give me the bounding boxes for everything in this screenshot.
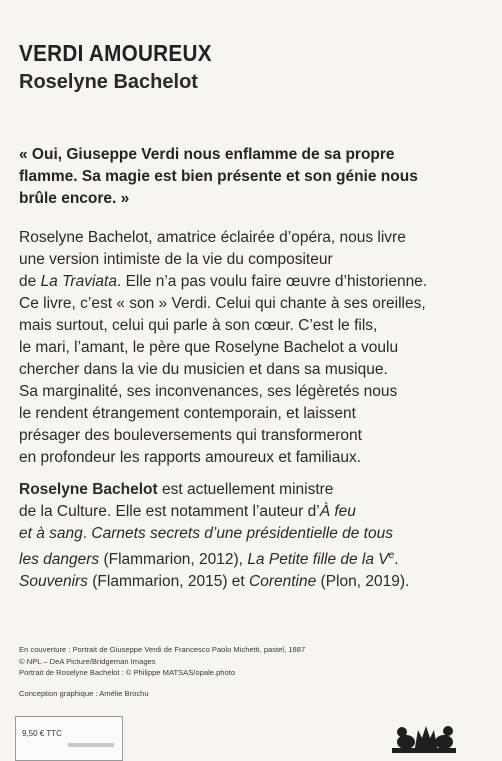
quote-line: brûle encore. » [19,190,130,207]
work-title: Carnets secrets d’une présidentielle de tous [91,525,393,542]
blurb-line: le mari, l’amant, le père que Roselyne Bachelot a voulu [19,339,399,356]
bio-line [19,545,491,571]
bio-text: de la Culture. Elle est notamment l’auteur d’ [19,503,320,520]
blurb-line [19,271,491,293]
blurb-line: Ce livre, c’est « son » Verdi. Celui qui chante à ses oreilles, [19,295,426,312]
author-bio [19,479,491,593]
blurb-line: en profondeur les rapports amoureux et familiaux. [19,449,362,466]
credit-line: En couverture : Portrait de Giuseppe Verdi de Francesco Paolo Michetti, pastel, 1887 [19,645,306,654]
blurb-text: de [19,273,41,290]
blurb-paragraph [19,227,491,469]
work-title: les dangers [19,551,100,569]
bio-text: . [394,551,399,569]
price-label: 9,50 € TTC [22,729,62,738]
blurb-line: le rendent étrangement contemporain, et laissent [19,405,356,422]
bio-author-name: Roselyne Bachelot [19,481,158,498]
blurb-line: Sa marginalité, ses inconvenances, ses légèretés nous [19,383,398,400]
price-box-detail [68,743,114,747]
bio-text: . [82,525,92,542]
credit-line: Portrait de Roselyne Bachelot : © Philippe MATSAS/opale.photo [19,668,236,677]
design-credit: Conception graphique : Amélie Brochu [19,689,149,698]
bio-text: (Plon, 2019). [316,573,410,591]
superscript: e [388,550,395,561]
pull-quote [19,144,487,210]
price-box [15,716,123,761]
credit-line: © NPL – DeA Picture/Bridgeman Images [19,656,156,666]
blurb-line: chercher dans la vie du musicien et dans sa musique. [19,361,388,378]
bio-text: (Flammarion, 2015) et [87,573,250,591]
bio-line [19,479,491,501]
bio-line [19,571,491,593]
bio-line [19,501,491,523]
image-credits [19,644,489,679]
work-title: La Petite fille de la V [247,551,389,569]
book-title: VERDI AMOUREUX [19,40,212,66]
blurb-line: présager des bouleversements qui transformeront [19,427,362,444]
bio-line [19,523,491,545]
book-author: Roselyne Bachelot [19,71,198,93]
blurb-line: mais surtout, celui qui parle à son cœur. C’est le fils, [19,317,378,334]
work-title: Corentine [249,573,317,591]
work-title: et à sang [19,525,83,542]
blurb-line: Roselyne Bachelot, amatrice éclairée d’opéra, nous livre [19,229,406,246]
bio-text: (Flammarion, 2012), [99,551,248,569]
bio-text: est actuellement ministre [157,481,334,498]
blurb-text: . Elle n’a pas voulu faire œuvre d’historienne. [116,273,428,290]
work-title: À feu [319,503,356,520]
work-title: Souvenirs [19,573,88,591]
publisher-logo-icon [392,712,456,753]
quote-line: flamme. Sa magie est bien présente et son génie nous [19,168,418,185]
quote-line: « Oui, Giuseppe Verdi nous enflamme de sa propre [19,146,395,163]
opera-title: La Traviata [40,273,117,290]
blurb-line: une version intimiste de la vie du compositeur [19,251,333,268]
